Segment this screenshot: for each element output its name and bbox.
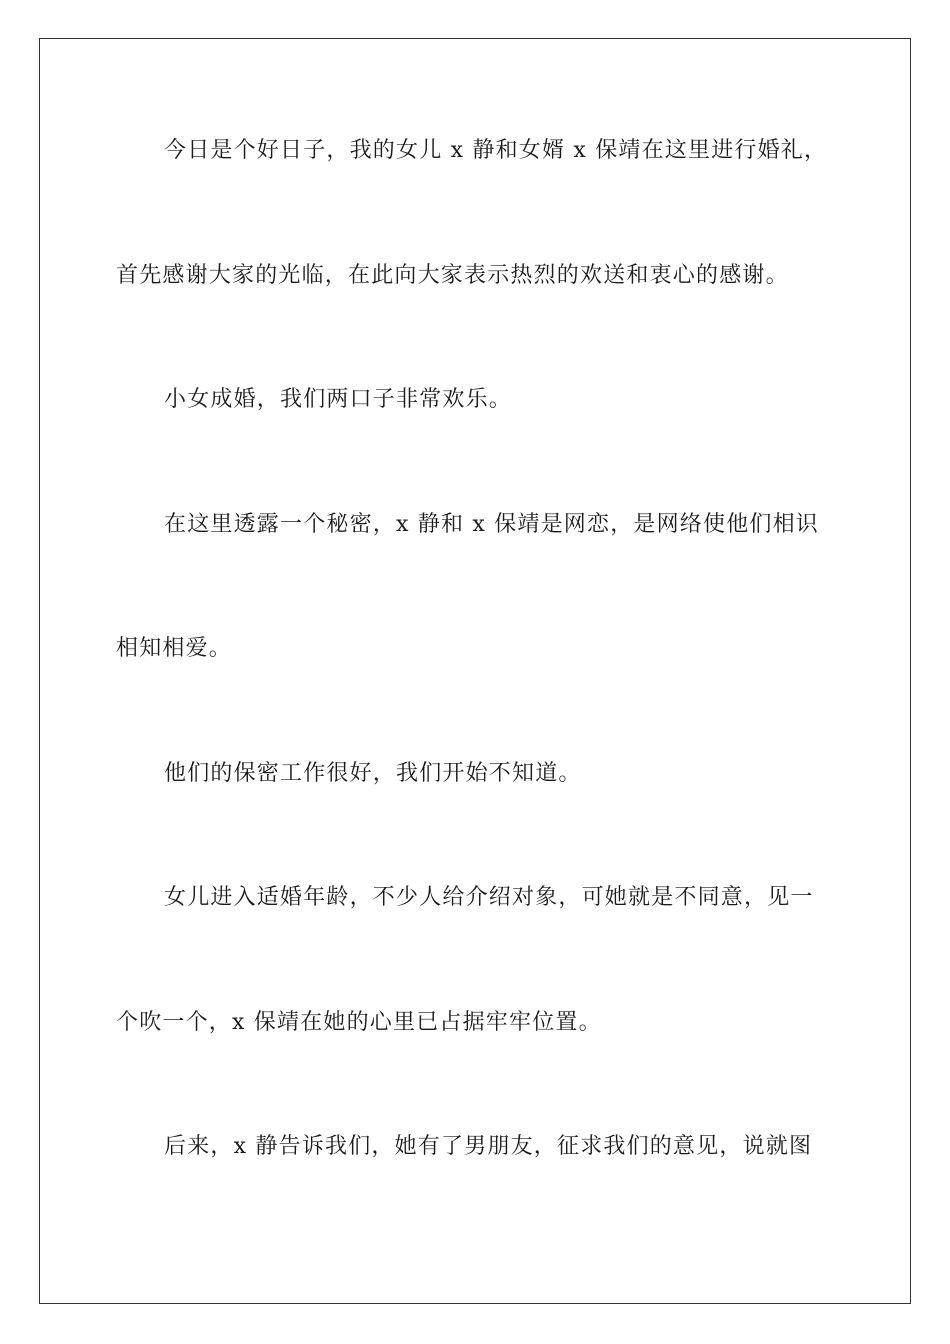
page-border bbox=[39, 38, 911, 1304]
paragraph-3-line-1: 在这里透露一个秘密，x 静和 x 保靖是网恋，是网络使他们相识 bbox=[164, 512, 819, 537]
paragraph-3-line-2: 相知相爱。 bbox=[116, 636, 233, 661]
paragraph-1-line-2: 首先感谢大家的光临，在此向大家表示热烈的欢送和衷心的感谢。 bbox=[116, 263, 789, 288]
paragraph-5-line-1: 女儿进入适婚年龄，不少人给介绍对象，可她就是不同意，见一 bbox=[164, 885, 814, 910]
paragraph-5-line-2: 个吹一个，x 保靖在她的心里已占据牢牢位置。 bbox=[116, 1010, 602, 1035]
paragraph-6-line-1: 后来，x 静告诉我们，她有了男朋友，征求我们的意见，说就图 bbox=[164, 1134, 813, 1159]
paragraph-1-line-1: 今日是个好日子，我的女儿 x 静和女婿 x 保靖在这里进行婚礼， bbox=[164, 138, 828, 163]
paragraph-2-line-1: 小女成婚，我们两口子非常欢乐。 bbox=[164, 387, 513, 412]
paragraph-4-line-1: 他们的保密工作很好，我们开始不知道。 bbox=[164, 761, 582, 786]
